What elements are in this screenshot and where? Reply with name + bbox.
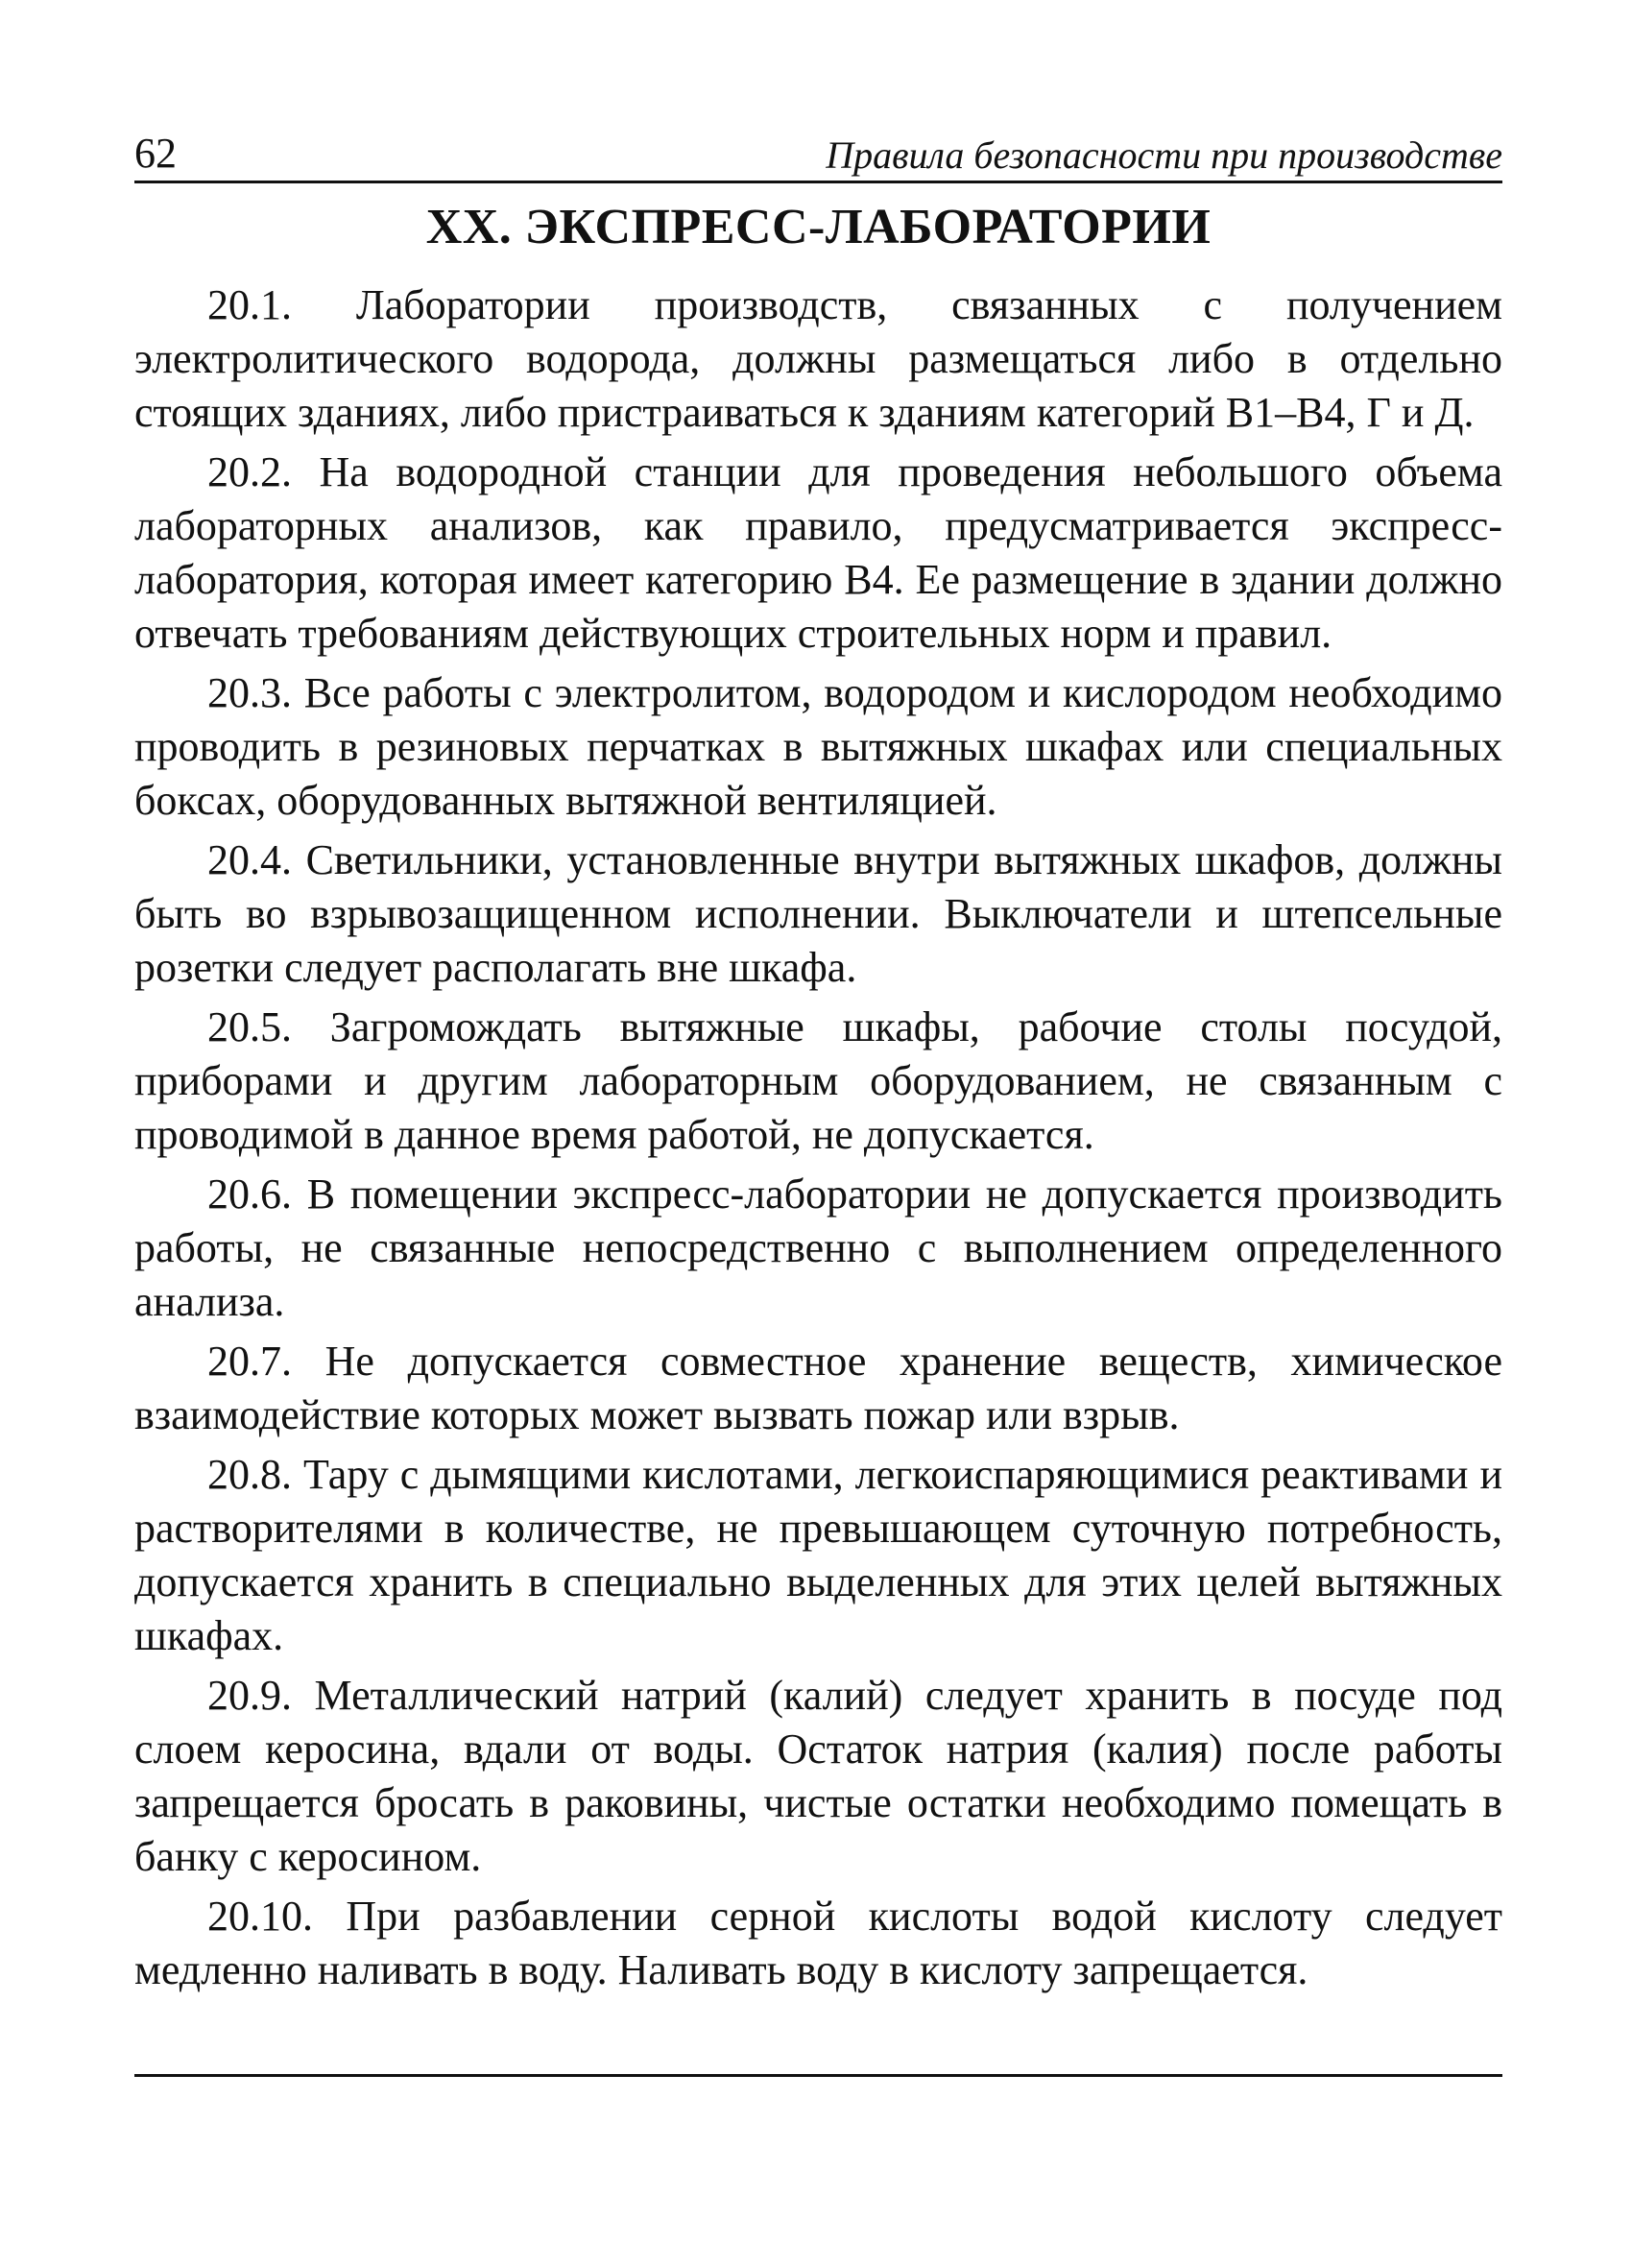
paragraph-20-8: 20.8. Тару с дымящими кислотами, легкоиспаряющимися реактивами и растворителями в количестве, не превышающем суточную потребность, допускается хранить в специально выделенных для этих целей вытяжных шкафах. <box>134 1451 1502 1659</box>
paragraph-20-3: 20.3. Все работы с электролитом, водородом и кислородом необходимо проводить в резиновых перчатках в вытяжных шкафах или специальных боксах, оборудованных вытяжной вентиляцией. <box>134 669 1502 824</box>
running-header <box>134 123 1502 183</box>
paragraph-20-9: 20.9. Металлический натрий (калий) следует хранить в посуде под слоем керосина, вдали от воды. Остаток натрия (калия) после работы запрещается бросать в раковины, чистые остатки необходимо помещать в банку с керосином. <box>134 1672 1502 1880</box>
paragraph-20-10: 20.10. При разбавлении серной кислоты водой кислоту следует медленно наливать в воду. Наливать воду в кислоту запрещается. <box>134 1893 1502 1993</box>
footer-divider <box>134 2074 1502 2077</box>
paragraph-20-2: 20.2. На водородной станции для проведения небольшого объема лабораторных анализов, как правило, предусматривается экспресс-лаборатория, которая имеет категорию В4. Ее размещение в здании должно отвечать требованиям действующих строительных норм и правил. <box>134 448 1502 657</box>
paragraph-20-6: 20.6. В помещении экспресс-лаборатории не допускается производить работы, не связанные непосредственно с выполнением определенного анализа. <box>134 1170 1502 1325</box>
body-text <box>134 278 1502 2003</box>
paragraph-20-5: 20.5. Загромождать вытяжные шкафы, рабочие столы посудой, приборами и другим лабораторным оборудованием, не связанным с проводимой в данное время работой, не допускается. <box>134 1003 1502 1158</box>
paragraph-20-4: 20.4. Светильники, установленные внутри вытяжных шкафов, должны быть во взрывозащищенном исполнении. Выключатели и штепсельные розетки следует располагать вне шкафа. <box>134 836 1502 991</box>
section-title: XX. ЭКСПРЕСС-ЛАБОРАТОРИИ <box>425 200 1212 254</box>
page-number: 62 <box>134 130 177 177</box>
running-title: Правила безопасности при производстве <box>826 133 1502 177</box>
paragraph-20-1: 20.1. Лаборатории производств, связанных с получением электролитического водорода, должны размещаться либо в отдельно стоящих зданиях, либо пристраиваться к зданиям категорий В1–В4, Г и Д. <box>134 281 1502 436</box>
paragraph-20-7: 20.7. Не допускается совместное хранение веществ, химическое взаимодействие которых может вызвать пожар или взрыв. <box>134 1338 1502 1438</box>
